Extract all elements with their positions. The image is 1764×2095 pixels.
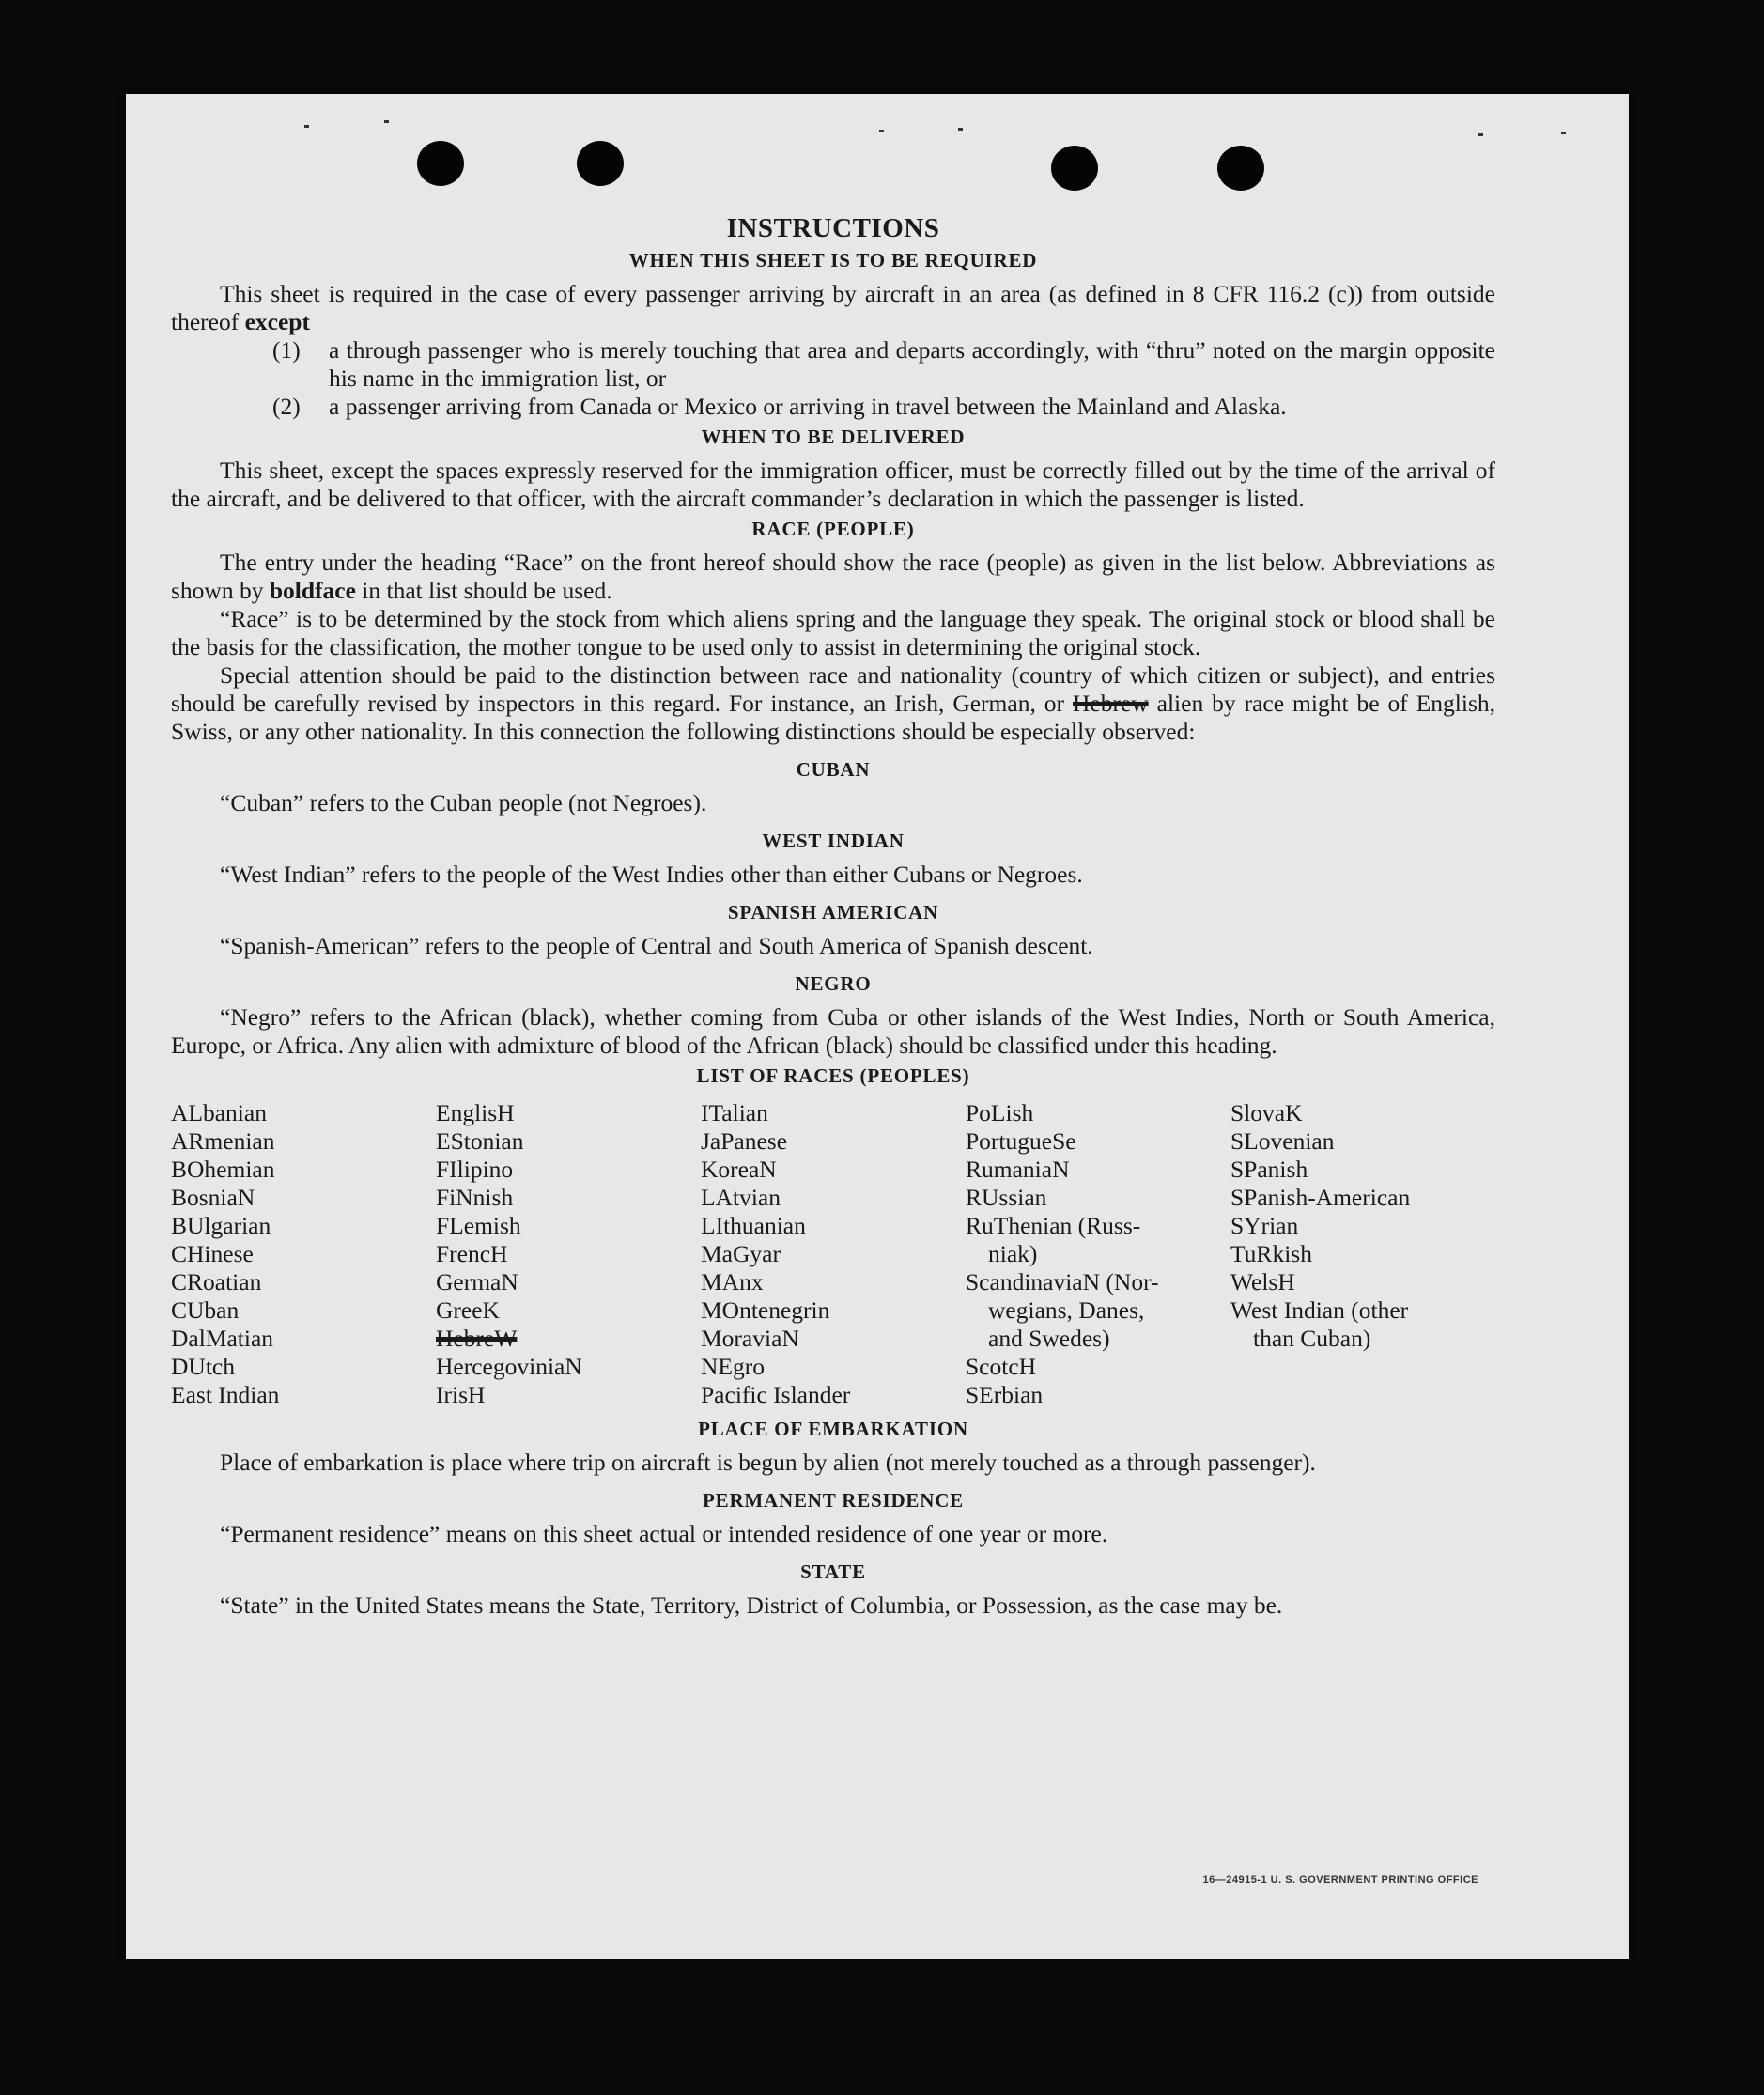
race-paragraph-3: Special attention should be paid to the distinction between race and nationality (country of which citizen or subject), and entries should be carefully revised by inspectors in this regard. For instance, an Irish, German, or Hebrew alien by race might be of English, Swiss, or any other nationality. In this connection the following distinctions should be especially observed: bbox=[171, 661, 1495, 745]
printer-imprint: 16—24915-1 U. S. GOVERNMENT PRINTING OFFICE bbox=[1202, 1874, 1478, 1886]
race-item: Pacific Islander bbox=[701, 1381, 851, 1408]
race-paragraph-2: “Race” is to be determined by the stock from which aliens spring and the language they speak. The original stock or blood shall be the basis for the classification, the mother tongue to be used only to assist in determining the original stock. bbox=[171, 605, 1495, 660]
race-item: EStonian bbox=[436, 1127, 524, 1155]
race-item: EnglisH bbox=[436, 1099, 515, 1126]
race-item: LIthuanian bbox=[701, 1212, 806, 1239]
race-item: CRoatian bbox=[171, 1268, 262, 1296]
race-item: JaPanese bbox=[701, 1127, 788, 1155]
embarkation-text: Place of embarkation is place where trip on aircraft is begun by alien (not merely touched as a through passenger). bbox=[220, 1449, 1316, 1476]
race-item: SPanish bbox=[1230, 1156, 1308, 1183]
race-list bbox=[171, 1099, 1495, 1409]
race-item: BUlgarian bbox=[171, 1212, 271, 1239]
race-item: MOntenegrin bbox=[701, 1296, 830, 1324]
spanish-american-text: “Spanish-American” refers to the people of Central and South America of Spanish descent. bbox=[220, 932, 1093, 959]
speck bbox=[1561, 132, 1566, 134]
race-item: DUtch bbox=[171, 1353, 235, 1380]
section-heading-cuban: CUBAN bbox=[796, 758, 871, 781]
race-item: MAnx bbox=[701, 1268, 764, 1296]
punch-hole bbox=[1217, 146, 1264, 191]
race-item-continued: niak) bbox=[988, 1240, 1038, 1267]
exception-item-1: (1) a through passenger who is merely touching that area and departs accordingly, with “thru” noted on the margin opposite his name in the immigration list, or bbox=[272, 336, 1495, 392]
race-item: GermaN bbox=[436, 1268, 518, 1296]
race-item: BOhemian bbox=[171, 1156, 275, 1183]
race-item: ScandinaviaN (Nor- bbox=[966, 1268, 1159, 1296]
punch-hole bbox=[1051, 146, 1098, 191]
race-paragraph-1: The entry under the heading “Race” on the front hereof should show the race (people) as given in the list below. Abbreviations as shown by boldface in that list should be used. bbox=[171, 549, 1495, 604]
section-heading-spanish-american: SPANISH AMERICAN bbox=[727, 901, 939, 923]
race-item: ITalian bbox=[701, 1099, 768, 1126]
race-item: FiNnish bbox=[436, 1184, 514, 1211]
speck bbox=[304, 125, 309, 128]
section-heading-race-list: LIST OF RACES (PEOPLES) bbox=[696, 1064, 970, 1087]
race-item: NEgro bbox=[701, 1353, 765, 1380]
punch-hole bbox=[577, 141, 624, 186]
race-item: GreeK bbox=[436, 1296, 500, 1324]
exception-item-2: (2) a passenger arriving from Canada or Mexico or arriving in travel between the Mainland and Alaska. bbox=[272, 393, 1287, 420]
speck bbox=[958, 128, 963, 131]
section-heading-residence: PERMANENT RESIDENCE bbox=[703, 1489, 964, 1512]
race-item: FrencH bbox=[436, 1240, 508, 1267]
race-item: CHinese bbox=[171, 1240, 254, 1267]
race-item-continued: than Cuban) bbox=[1253, 1325, 1371, 1352]
section-heading-embarkation: PLACE OF EMBARKATION bbox=[698, 1418, 968, 1440]
section-heading-race: RACE (PEOPLE) bbox=[751, 518, 915, 540]
race-item-struck: HebreW bbox=[436, 1325, 518, 1352]
race-item: West Indian (other bbox=[1230, 1296, 1409, 1324]
race-item: DalMatian bbox=[171, 1325, 274, 1352]
race-item: SErbian bbox=[966, 1381, 1044, 1408]
race-item: CUban bbox=[171, 1296, 240, 1324]
race-item: MaGyar bbox=[701, 1240, 781, 1267]
residence-text: “Permanent residence” means on this sheet actual or intended residence of one year or more. bbox=[220, 1520, 1108, 1547]
race-item-continued: wegians, Danes, bbox=[988, 1296, 1145, 1324]
state-text: “State” in the United States means the State, Territory, District of Columbia, or Possession, as the case may be. bbox=[220, 1591, 1283, 1619]
race-item-continued: and Swedes) bbox=[988, 1325, 1110, 1352]
west-indian-text: “West Indian” refers to the people of the West Indies other than either Cubans or Negroes. bbox=[220, 861, 1083, 888]
race-item: MoraviaN bbox=[701, 1325, 799, 1352]
race-column-1 bbox=[171, 1099, 436, 1409]
speck bbox=[1478, 133, 1483, 136]
race-item: ALbanian bbox=[171, 1099, 267, 1126]
section-heading-state: STATE bbox=[800, 1560, 866, 1583]
cuban-text: “Cuban” refers to the Cuban people (not Negroes). bbox=[220, 789, 707, 816]
race-item: PortugueSe bbox=[966, 1127, 1076, 1155]
required-intro: This sheet is required in the case of every passenger arriving by aircraft in an area (as defined in 8 CFR 116.2 (c)) from outside thereof except bbox=[171, 280, 1495, 335]
speck bbox=[384, 120, 389, 123]
instructions-content bbox=[171, 214, 1495, 1620]
race-column-3 bbox=[701, 1099, 966, 1409]
race-item: SPanish-American bbox=[1230, 1184, 1411, 1211]
negro-text: “Negro” refers to the African (black), whether coming from Cuba or other islands of the West Indies, North or South America, Europe, or Africa. Any alien with admixture of blood of the African (black) should be classified under this heading. bbox=[171, 1003, 1495, 1059]
race-item: RuThenian (Russ- bbox=[966, 1212, 1141, 1239]
race-item: RumaniaN bbox=[966, 1156, 1070, 1183]
race-item: ARmenian bbox=[171, 1127, 275, 1155]
section-heading-negro: NEGRO bbox=[795, 972, 872, 995]
section-heading-west-indian: WEST INDIAN bbox=[762, 830, 905, 852]
section-heading-required: WHEN THIS SHEET IS TO BE REQUIRED bbox=[628, 249, 1038, 272]
punch-hole bbox=[417, 141, 464, 186]
race-item: East Indian bbox=[171, 1381, 280, 1408]
delivered-text: This sheet, except the spaces expressly reserved for the immigration officer, must be correctly filled out by the time of the arrival of the aircraft, and be delivered to that officer, with the aircraft commander’s declaration in which the passenger is listed. bbox=[171, 457, 1495, 512]
page-title: INSTRUCTIONS bbox=[726, 213, 940, 243]
race-item: PoLish bbox=[966, 1099, 1034, 1126]
race-item: FIlipino bbox=[436, 1156, 514, 1183]
race-item: ScotcH bbox=[966, 1353, 1037, 1380]
race-item: IrisH bbox=[436, 1381, 486, 1408]
race-item: SlovaK bbox=[1230, 1099, 1303, 1126]
race-item: FLemish bbox=[436, 1212, 521, 1239]
race-column-2 bbox=[436, 1099, 701, 1409]
race-item: WelsH bbox=[1230, 1268, 1295, 1296]
race-item: RUssian bbox=[966, 1184, 1047, 1211]
race-item: KoreaN bbox=[701, 1156, 777, 1183]
race-column-4 bbox=[966, 1099, 1230, 1409]
section-heading-delivered: WHEN TO BE DELIVERED bbox=[701, 426, 966, 448]
speck bbox=[879, 130, 884, 132]
race-item: HercegoviniaN bbox=[436, 1353, 582, 1380]
race-item: SYrian bbox=[1230, 1212, 1299, 1239]
race-item: BosniaN bbox=[171, 1184, 255, 1211]
race-item: SLovenian bbox=[1230, 1127, 1335, 1155]
document-page bbox=[126, 94, 1629, 1959]
race-item: LAtvian bbox=[701, 1184, 781, 1211]
race-column-5 bbox=[1230, 1099, 1495, 1409]
race-item: TuRkish bbox=[1230, 1240, 1312, 1267]
